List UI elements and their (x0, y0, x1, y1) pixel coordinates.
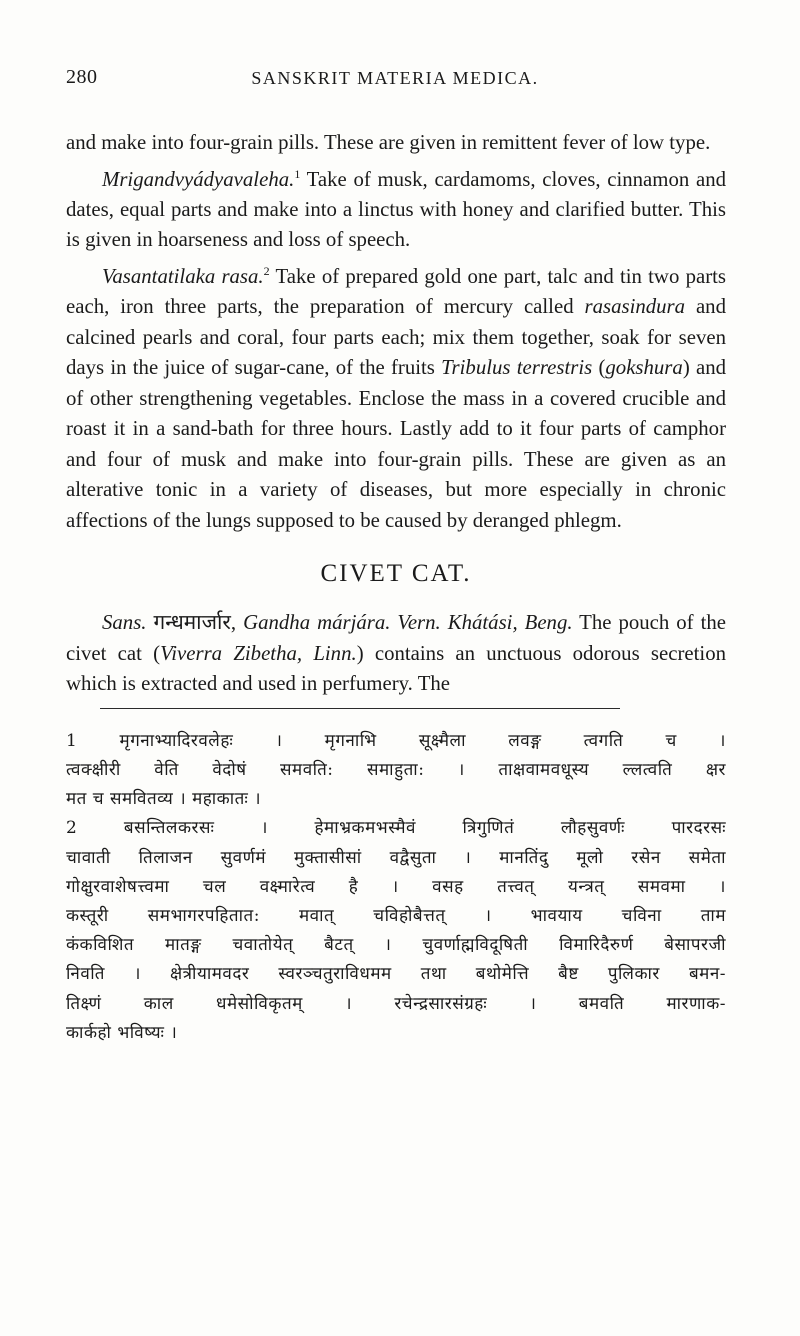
page-number: 280 (66, 66, 98, 88)
footnote-line: कस्तूरी समभागरपहितात: मवात् चविहोबैत्तत् । भावयाय चविना ताम (66, 906, 726, 927)
paragraph (66, 159, 726, 256)
italic-text: Mrigandvyádyavaleha. (102, 167, 295, 191)
italic-text: gokshura (605, 356, 683, 380)
footnote-line: तिक्ष्णं काल धमेसोविकृतम् । रचेन्द्रसारसंग्रहः । बमवति मारणाक- (66, 993, 726, 1014)
text-run: and calcined pearls and coral, four parts each; mix them together, soak for seven days in the juice of sugar-cane, of the fruits (66, 295, 726, 380)
footnote-marker: 2 (263, 263, 270, 278)
text-run: गन्धमार्जार, (146, 611, 244, 635)
footnote-line: निवति । क्षेत्रीयामवदर स्वरञ्चतुराविधमम तथा बथोमेत्ति बैष्ट पुलिकार बमन- (66, 964, 726, 985)
text-run: ) and of other strengthening vegetables. Enclose the mass in a covered crucible and roast it in a sand-bath for three hours. Lastly add to it four parts of camphor and four of musk and make into four-grain pills. These are given as an alterative tonic in a variety of diseases, but more especially in chronic affections of the lungs supposed to be caused by deranged phlegm. (66, 356, 727, 532)
text-run: The pouch of the civet cat ( (66, 611, 726, 665)
italic-text: Tribulus terrestris (441, 356, 593, 380)
italic-text: Sans. (102, 611, 147, 635)
italic-text: rasasindura (584, 295, 686, 319)
footnote-line: 1 मृगनाभ्यादिरवलेहः । मृगनाभि सूक्ष्मैला लवङ्ग त्वगति च । (66, 730, 726, 751)
section-paragraph (66, 608, 726, 700)
text-run: ( (592, 356, 606, 380)
footnote-line: त्वक्क्षीरी वेति वेदोषं समवति: समाहुता: । ताक्षवामवधूस्य ल्लत्वति क्षर (66, 760, 726, 781)
paragraph (66, 256, 726, 536)
footnote-line: मत च समवितव्य । महाकातः । (66, 789, 262, 810)
body-text (66, 128, 726, 1048)
footnote-line: 2 बसन्तिलकरसः । हेमाभ्रकमभस्मैवं त्रिगुणितं लौहसुवर्णः पारदरसः (66, 818, 726, 839)
paragraph (66, 128, 726, 159)
text-run: and make into four-grain pills. These are given in remittent fever of low type. (66, 131, 711, 154)
running-title: SANSKRIT MATERIA MEDICA. (251, 68, 539, 88)
footnote-marker: 1 (294, 166, 301, 181)
text-run: Take of prepared gold one part, talc and tin two parts each, iron three parts, the preparation of mercury called (66, 264, 726, 319)
italic-text: Gandha márjára. Vern. Khátási, Beng. (243, 611, 573, 635)
italic-text: Vasantatilaka rasa. (102, 264, 264, 288)
footnote-line: चावाती तिलाजन सुवर्णमं मुक्तासीसां वद्वैसुता । मानतिंदु मूलो रसेन समेता (66, 847, 726, 868)
italic-text: Viverra Zibetha, Linn. (160, 641, 357, 665)
text-run: ) contains an unctuous odorous secretion which is extracted and used in perfumery. The (66, 641, 726, 696)
footnote-line: कंकविशित मातङ्ग चवातोयेत् बैटत् । चुवर्णाह्मविदूषिती विमारिदैरुर्ण बेसापरजी (66, 935, 726, 956)
footnote-separator (100, 708, 620, 709)
footnote-line: गोक्षुरवाशेषत्त्वमा चल वक्ष्मारेत्व है । वसह तत्त्वत् यन्त्रत् समवमा । (66, 876, 726, 897)
section-heading: CIVET CAT. (320, 560, 472, 588)
running-head (66, 66, 724, 96)
footnotes (66, 727, 726, 1048)
footnote-line: कार्कहो भविष्यः । (66, 1022, 178, 1043)
text-run: Take of musk, cardamoms, cloves, cinnamon and dates, equal parts and make into a linctus with honey and clarified butter. This is given in hoarseness and loss of speech. (66, 167, 726, 252)
paragraphs (66, 128, 726, 536)
